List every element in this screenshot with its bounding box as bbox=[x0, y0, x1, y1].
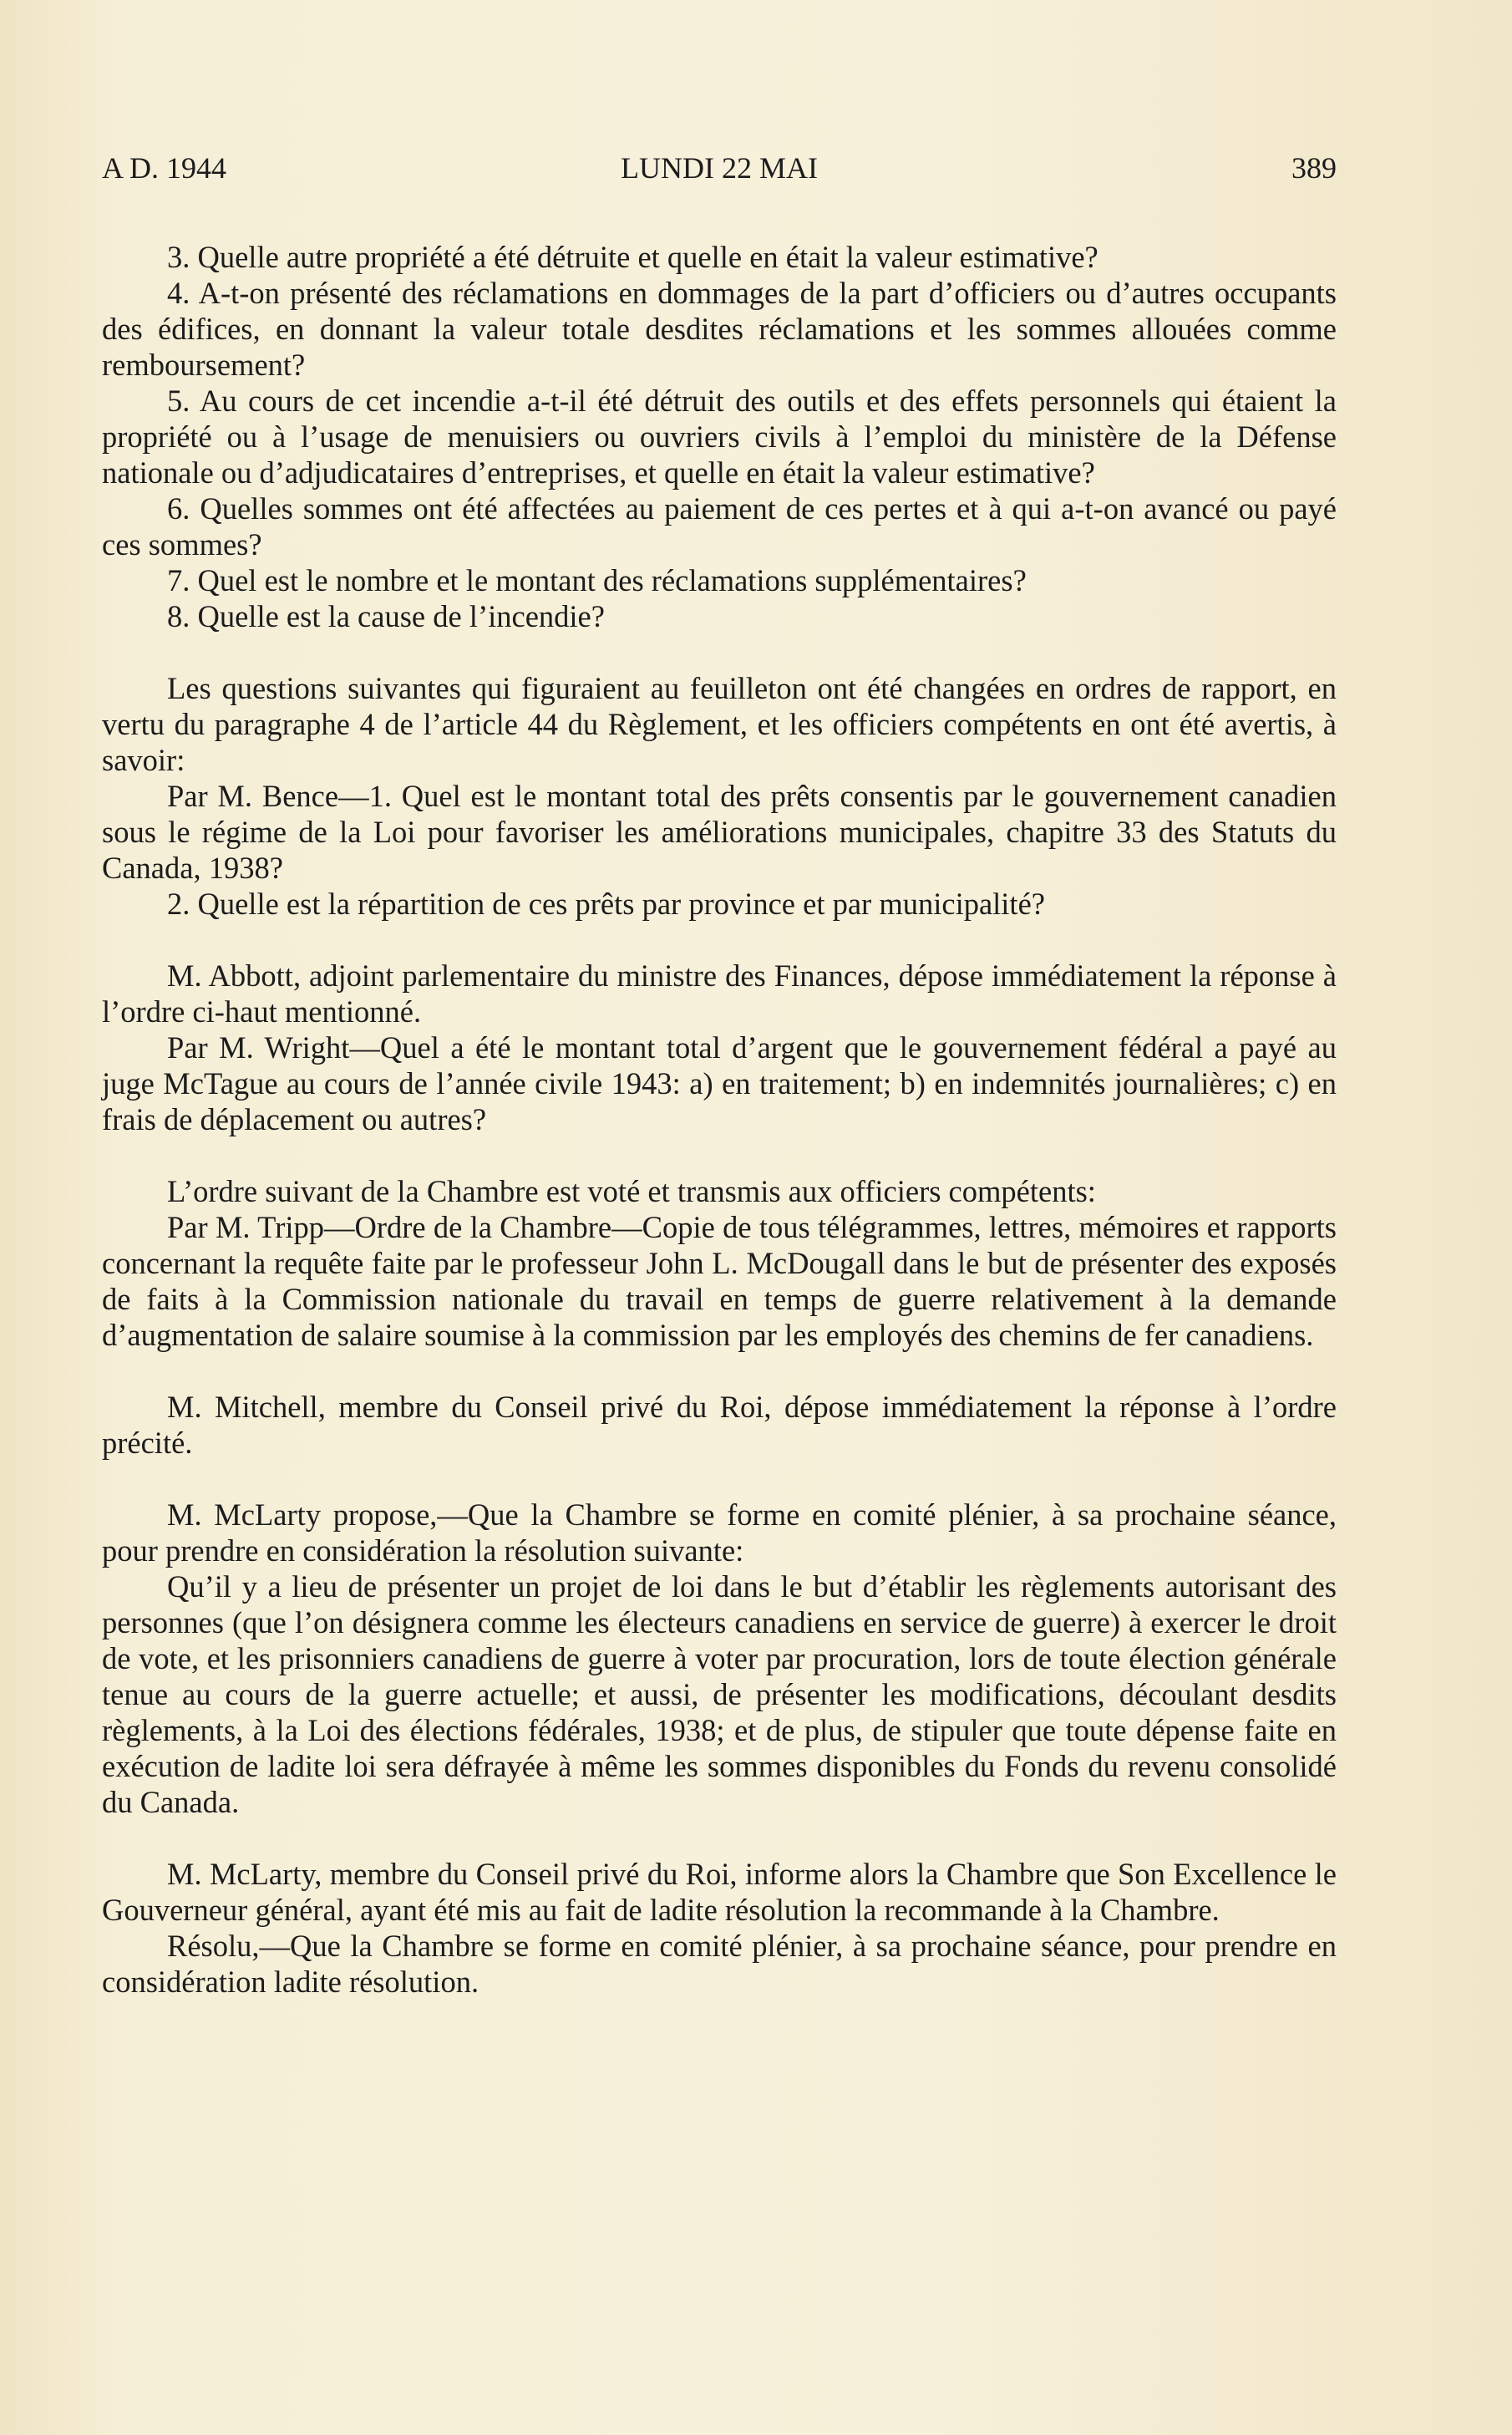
wright-question: Par M. Wright—Quel a été le montant total d’argent que le gouvernement fédéral a payé au juge McTague au cours de l’année civile 1943: a) en traitement; b) en indemnités journalières; c) en frais de déplacement ou autres? bbox=[102, 1030, 1337, 1136]
order-voted-paragraph: L’ordre suivant de la Chambre est voté et transmis aux officiers compétents: bbox=[167, 1174, 1096, 1208]
header-title: LUNDI 22 MAI bbox=[621, 151, 818, 185]
question-6: 6. Quelles sommes ont été affectées au paiement de ces pertes et à qui a-t-on avancé ou payé ces sommes? bbox=[102, 491, 1337, 562]
running-header bbox=[102, 150, 1337, 192]
page-body bbox=[102, 239, 1337, 2000]
header-date: A D. 1944 bbox=[102, 151, 227, 185]
question-8: 8. Quelle est la cause de l’incendie? bbox=[167, 599, 605, 633]
tripp-order: Par M. Tripp—Ordre de la Chambre—Copie de tous télégrammes, lettres, mémoires et rapports concernant la requête faite par le professeur John L. McDougall dans le but de présenter des exposés de faits à la Commission nationale du travail en temps de guerre relativement à la demande d’augmentation de salaire soumise à la commission par les employés des chemins de fer canadiens. bbox=[102, 1210, 1337, 1352]
page-number: 389 bbox=[1291, 151, 1337, 185]
mclarty-motion: M. McLarty propose,—Que la Chambre se forme en comité plénier, à sa prochaine séance, pour prendre en considération la résolution suivante: bbox=[102, 1497, 1337, 1568]
resolved-paragraph: Résolu,—Que la Chambre se forme en comité plénier, à sa prochaine séance, pour prendre en considération ladite résolution. bbox=[102, 1929, 1337, 1999]
mitchell-paragraph: M. Mitchell, membre du Conseil privé du Roi, dépose immédiatement la réponse à l’ordre précité. bbox=[102, 1390, 1337, 1460]
bence-question-2: 2. Quelle est la répartition de ces prêts par province et par municipalité? bbox=[167, 887, 1045, 921]
mclarty-recommendation: M. McLarty, membre du Conseil privé du Roi, informe alors la Chambre que Son Excellence le Gouverneur général, ayant été mis au fait de ladite résolution la recommande à la Chambre. bbox=[102, 1857, 1337, 1927]
question-4: 4. A-t-on présenté des réclamations en dommages de la part d’officiers ou d’autres occupants des édifices, en donnant la valeur totale desdites réclamations et les sommes allouées comme remboursement? bbox=[102, 276, 1337, 382]
bence-question: Par M. Bence—1. Quel est le montant total des prêts consentis par le gouvernement canadien sous le régime de la Loi pour favoriser les améliorations municipales, chapitre 33 des Statuts du Canada, 1938? bbox=[102, 779, 1337, 885]
orders-intro-paragraph: Les questions suivantes qui figuraient au feuilleton ont été changées en ordres de rapport, en vertu du paragraphe 4 de l’article 44 du Règlement, et les officiers compétents en ont été avertis, à savoir: bbox=[102, 671, 1337, 777]
abbott-paragraph: M. Abbott, adjoint parlementaire du ministre des Finances, dépose immédiatement la réponse à l’ordre ci-haut mentionné. bbox=[102, 958, 1337, 1029]
question-5: 5. Au cours de cet incendie a-t-il été détruit des outils et des effets personnels qui étaient la propriété ou à l’usage de menuisiers ou ouvriers civils à l’emploi du ministère de la Défense nationale ou d’adjudicataires d’entreprises, et quelle en était la valeur estimative? bbox=[102, 384, 1337, 490]
resolution-text: Qu’il y a lieu de présenter un projet de loi dans le but d’établir les règlements autorisant des personnes (que l’on désignera comme les électeurs canadiens en service de guerre) à exercer le droit de vote, et les prisonniers canadiens de guerre à voter par procuration, lors de toute élection générale tenue au cours de la guerre actuelle; et aussi, de présenter les modifications, découlant desdits règlements, à la Loi des élections fédérales, 1938; et de plus, de stipuler que toute dépense faite en exécution de ladite loi sera défrayée à même les sommes disponibles du Fonds du revenu consolidé du Canada. bbox=[102, 1569, 1337, 1819]
question-3: 3. Quelle autre propriété a été détruite et quelle en était la valeur estimative? bbox=[167, 240, 1098, 274]
question-7: 7. Quel est le nombre et le montant des réclamations supplémentaires? bbox=[167, 563, 1027, 597]
